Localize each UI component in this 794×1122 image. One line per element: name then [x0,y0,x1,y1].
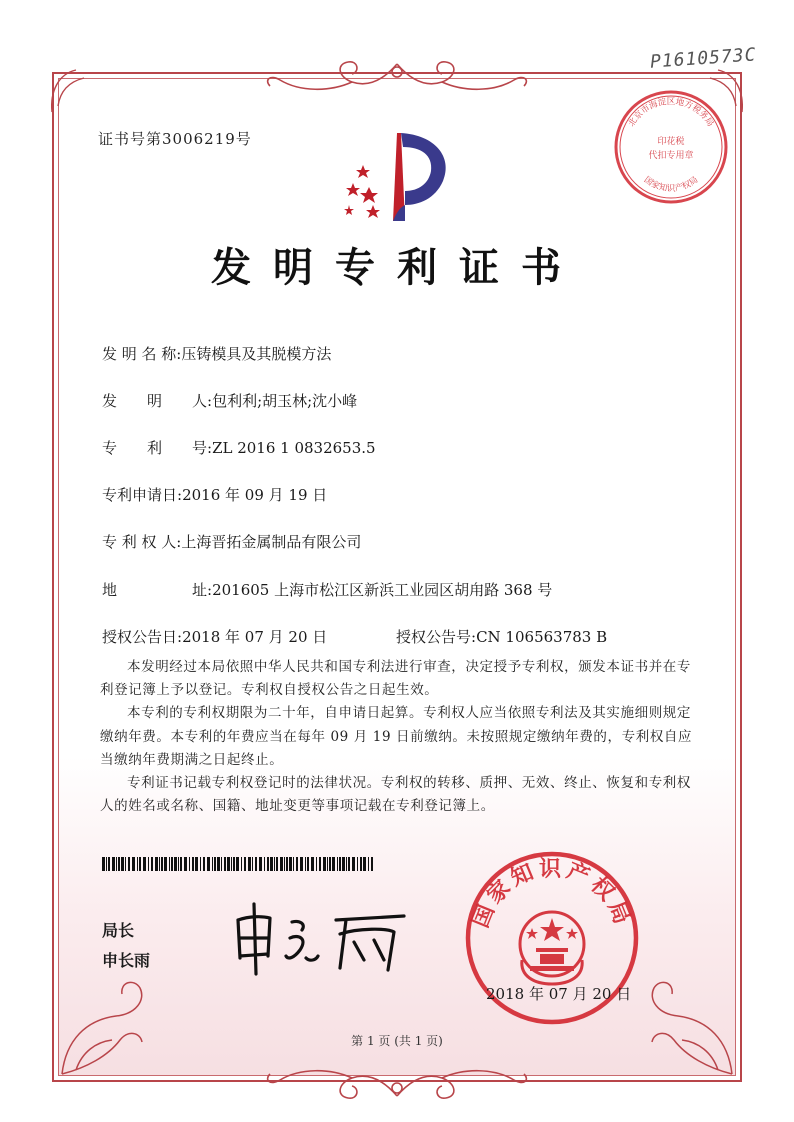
page-title: 发明专利证书 [211,244,583,291]
body-paragraph: 本发明经过本局依照中华人民共和国专利法进行审查，决定授予专利权，颁发本证书并在专利登记簿上予以登记。专利权自授权公告之日起生效。 [100,659,691,699]
patent-office-logo [335,125,455,225]
grant-date-label: 授权公告日: [102,628,183,646]
tax-seal-bottom-text: 国家知识产权局 [641,175,701,194]
patentee-value: 上海晋拓金属制品有限公司 [181,533,362,551]
invention-name-label: 发 明 名 称: [102,345,182,363]
certificate-body [100,656,700,818]
barcode-bar [217,857,220,871]
barcode-bar [270,857,273,871]
barcode-bar [171,857,173,871]
handwritten-reference-note: P1610573C [649,44,758,73]
address-value: 201605 上海市松江区新浜工业园区胡甪路 368 号 [212,581,553,599]
barcode-bar [200,857,201,871]
grant-date-value: 2018 年 07 月 20 日 [182,628,328,646]
seal-date: 2018 年 07 月 20 日 [486,985,632,1003]
barcode-bar [316,857,317,871]
invention-name-field [102,343,331,364]
barcode-bar [352,857,355,871]
barcode-bar [178,857,179,871]
barcode-bar [108,857,110,871]
barcode-bar [371,857,373,871]
grant-date-field [102,626,327,647]
address-field [102,579,552,600]
barcode-bar [274,857,275,871]
barcode-bar [151,857,153,871]
barcode-bar [137,857,138,871]
barcode-bar [164,857,167,871]
barcode-bar [174,857,177,871]
tax-seal-outer-text: 北京市海淀区地方税务局 [626,97,716,129]
patent-number-field [102,437,376,458]
barcode-bar [296,857,298,871]
barcode-bar [319,857,321,871]
barcode-bar [139,857,141,871]
barcode-bar [189,857,190,871]
grant-number-value: CN 106563783 B [476,628,608,646]
inventors-value: 包利利;胡玉林;沈小峰 [212,392,358,410]
barcode-bar [132,857,135,871]
invention-name-value: 压铸模具及其脱模方法 [181,345,332,363]
filing-date-label: 专利申请日: [102,486,183,504]
page-number: 第 1 页 (共 1 页) [351,1034,443,1048]
barcode-bar [106,857,107,871]
barcode-bar [307,857,309,871]
barcode-bar [155,857,158,871]
office-seal-text: 国家知识产权局 [467,855,637,932]
barcode-bar [360,857,362,871]
barcode-bar [224,857,226,871]
barcode-bar [184,857,187,871]
barcode-bar [337,857,338,871]
stamp-duty-seal [612,88,730,206]
barcode-bar [236,857,239,871]
barcode-bar [143,857,146,871]
barcode-bar [227,857,230,871]
patentee-label: 专 利 权 人: [102,533,182,551]
body-paragraph: 专利证书记载专利权登记时的法律状况。专利权的转移、质押、无效、终止、恢复和专利权人的姓名或名称、国籍、地址变更等事项记载在专利登记簿上。 [100,775,691,815]
patent-number-value: ZL 2016 1 0832653.5 [212,439,376,457]
director-title: 局长 [102,921,135,940]
barcode-bar [231,857,232,871]
barcode-bar [248,857,251,871]
barcode-bar [259,857,262,871]
barcode-bar [169,857,170,871]
barcode-bar [233,857,235,871]
patent-number-label: 专 利 号: [102,439,213,457]
barcode-bar [368,857,369,871]
barcode-bar [342,857,345,871]
director-signature [228,898,408,978]
barcode-bar [148,857,149,871]
tax-seal-line1: 印花税 [657,137,685,147]
barcode [102,857,374,871]
barcode-bar [286,857,288,871]
inventors-label: 发 明 人: [102,392,213,410]
barcode-bar [203,857,205,871]
barcode-bar [363,857,366,871]
barcode-bar [357,857,358,871]
body-paragraph: 本专利的专利权期限为二十年，自申请日起算。专利权人应当依照专利法及其实施细则规定缴纳年费。本专利的年费应当在每年 09 月 19 日前缴纳。未按照规定缴纳年费的，专利权自应当缴纳年费期满之日起终止。 [100,705,693,768]
barcode-bar [289,857,292,871]
barcode-bar [116,857,117,871]
barcode-bar [329,857,331,871]
certificate-number: 证书号第3006219号 [98,130,252,148]
barcode-bar [214,857,216,871]
barcode-bar [128,857,130,871]
svg-text:国家知识产权局 [642,175,700,194]
barcode-bar [180,857,182,871]
barcode-bar [311,857,314,871]
barcode-bar [125,857,126,871]
barcode-bar [300,857,303,871]
address-label: 地 址: [102,581,213,599]
tax-seal-line2: 代扣专用章 [648,151,694,161]
barcode-bar [159,857,160,871]
barcode-bar [255,857,257,871]
director-name: 申长雨 [102,951,151,970]
barcode-bar [207,857,210,871]
barcode-bar [346,857,347,871]
barcode-bar [102,857,105,871]
barcode-bar [323,857,326,871]
barcode-bar [327,857,328,871]
barcode-bar [267,857,269,871]
grant-number-label: 授权公告号: [396,628,477,646]
barcode-bar [264,857,265,871]
barcode-bar [332,857,335,871]
barcode-bar [244,857,246,871]
barcode-bar [161,857,163,871]
barcode-bar [195,857,198,871]
inventors-field [102,390,357,411]
barcode-bar [284,857,285,871]
filing-date-field [102,484,327,505]
barcode-bar [252,857,253,871]
barcode-bar [221,857,222,871]
filing-date-value: 2016 年 09 月 19 日 [182,486,328,504]
barcode-bar [280,857,283,871]
grant-number-field [396,626,607,647]
barcode-bar [112,857,115,871]
barcode-bar [192,857,194,871]
barcode-bar [118,857,120,871]
barcode-bar [305,857,306,871]
barcode-bar [339,857,341,871]
barcode-bar [241,857,242,871]
barcode-bar [121,857,124,871]
barcode-bar [348,857,350,871]
barcode-bar [276,857,278,871]
barcode-bar [293,857,294,871]
patentee-field [102,531,361,552]
barcode-bar [212,857,213,871]
